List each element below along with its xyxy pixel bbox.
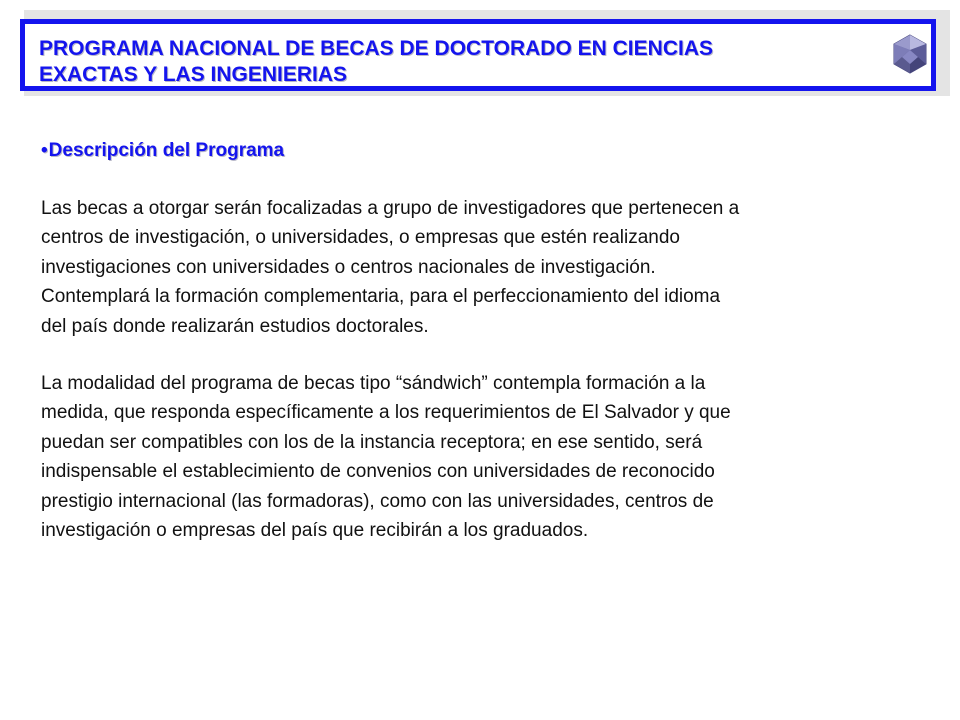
paragraph-description: Las becas a otorgar serán focalizadas a grupo de investigadores que pertenecen a centros de investigación, o universidades, o empresas que estén realizando investigaciones con universidades o centros nacionales de investigación. Contemplará la formación complementaria, para el perfeccionamiento del idioma del país donde realizarán estudios doctorales. xyxy=(41,198,740,337)
page-title: PROGRAMA NACIONAL DE BECAS DE DOCTORADO EN CIENCIAS EXACTAS Y LAS INGENIERIAS xyxy=(39,37,713,86)
polyhedron-gem-icon xyxy=(891,34,929,74)
section-heading xyxy=(41,139,284,163)
header-banner xyxy=(20,19,936,91)
paragraph-modality: La modalidad del programa de becas tipo “sándwich” contempla formación a la medida, que responda específicamente a los requerimientos de El Salvador y que puedan ser compatibles con los de la instancia receptora; en ese sentido, será indispensable el establecimiento de convenios con universidades de reconocido prestigio internacional (las formadoras), como con las universidades, centros de investigación o empresas del país que recibirán a los graduados. xyxy=(41,373,731,542)
section-heading-text: Descripción del Programa xyxy=(48,140,285,161)
bullet-mark: • xyxy=(41,140,48,161)
